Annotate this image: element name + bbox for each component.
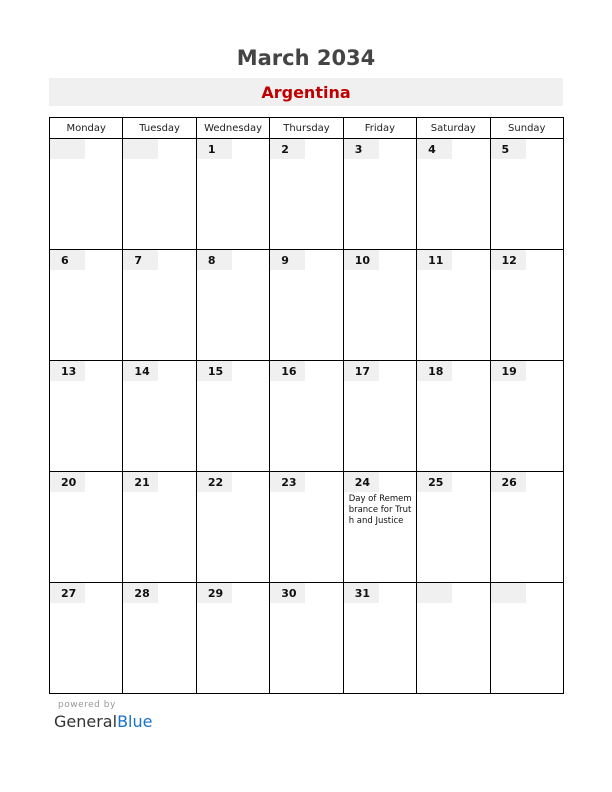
brand-logo[interactable] [54, 712, 152, 731]
day-cell[interactable] [490, 361, 563, 472]
day-cell[interactable] [417, 361, 490, 472]
day-number: 21 [123, 472, 158, 492]
day-number: 1 [197, 139, 232, 159]
day-number: 20 [50, 472, 85, 492]
weekday-tuesday: Tuesday [123, 118, 196, 139]
day-cell[interactable] [123, 583, 196, 694]
day-cell[interactable] [123, 361, 196, 472]
day-cell[interactable] [270, 472, 343, 583]
day-cell[interactable] [490, 472, 563, 583]
day-cell[interactable] [50, 472, 123, 583]
day-cell[interactable] [270, 361, 343, 472]
day-number: 22 [197, 472, 232, 492]
country-name: Argentina [261, 83, 351, 102]
day-cell[interactable] [343, 139, 416, 250]
day-number: 14 [123, 361, 158, 381]
day-cell[interactable] [270, 583, 343, 694]
day-cell[interactable] [343, 250, 416, 361]
week-row [50, 583, 564, 694]
day-number: 23 [270, 472, 305, 492]
day-cell[interactable] [343, 583, 416, 694]
day-cell[interactable] [50, 250, 123, 361]
page-title: March 2034 [236, 46, 376, 70]
country-banner [49, 78, 563, 106]
day-cell[interactable] [123, 472, 196, 583]
brand-blue-text: Blue [117, 712, 153, 731]
day-number: 15 [197, 361, 232, 381]
weekday-wednesday: Wednesday [196, 118, 269, 139]
day-cell[interactable] [50, 583, 123, 694]
week-row [50, 250, 564, 361]
day-number: 17 [344, 361, 379, 381]
day-number: 16 [270, 361, 305, 381]
day-cell[interactable] [270, 250, 343, 361]
day-cell[interactable] [196, 139, 269, 250]
day-number: 18 [417, 361, 452, 381]
day-number: 26 [491, 472, 526, 492]
empty-day-cell [417, 583, 490, 694]
weekday-thursday: Thursday [270, 118, 343, 139]
day-number: 2 [270, 139, 305, 159]
day-number: 9 [270, 250, 305, 270]
powered-by-text: powered by [58, 700, 116, 710]
day-cell[interactable] [196, 361, 269, 472]
weekday-friday: Friday [343, 118, 416, 139]
weekday-header-row [50, 118, 564, 139]
day-cell[interactable] [50, 361, 123, 472]
day-number: 3 [344, 139, 379, 159]
weekday-saturday: Saturday [417, 118, 490, 139]
day-cell[interactable] [196, 583, 269, 694]
day-cell[interactable] [490, 139, 563, 250]
day-cell[interactable] [196, 472, 269, 583]
day-number: 8 [197, 250, 232, 270]
day-number: 29 [197, 583, 232, 603]
day-number: 31 [344, 583, 379, 603]
day-number [417, 583, 452, 603]
day-number: 5 [491, 139, 526, 159]
day-cell[interactable] [123, 250, 196, 361]
day-cell[interactable] [270, 139, 343, 250]
week-row [50, 139, 564, 250]
day-number: 30 [270, 583, 305, 603]
day-cell[interactable] [490, 250, 563, 361]
day-number: 19 [491, 361, 526, 381]
day-number: 12 [491, 250, 526, 270]
day-number: 11 [417, 250, 452, 270]
day-cell[interactable] [417, 250, 490, 361]
day-number: 27 [50, 583, 85, 603]
day-number [491, 583, 526, 603]
day-cell[interactable] [417, 472, 490, 583]
day-number: 10 [344, 250, 379, 270]
day-cell[interactable] [343, 472, 416, 583]
day-number: 28 [123, 583, 158, 603]
week-row [50, 472, 564, 583]
day-cell[interactable] [343, 361, 416, 472]
day-cell[interactable] [196, 250, 269, 361]
holiday-label: Day of Remembrance for Truth and Justice [348, 494, 412, 526]
brand-general-text: General [54, 712, 118, 731]
empty-day-cell [490, 583, 563, 694]
day-number: 6 [50, 250, 85, 270]
empty-day-cell [50, 139, 123, 250]
week-row [50, 361, 564, 472]
empty-day-cell [123, 139, 196, 250]
day-cell[interactable] [417, 139, 490, 250]
weekday-sunday: Sunday [490, 118, 563, 139]
day-number: 24 [344, 472, 379, 492]
day-number: 25 [417, 472, 452, 492]
day-number [50, 139, 85, 159]
day-number: 4 [417, 139, 452, 159]
weekday-monday: Monday [50, 118, 123, 139]
calendar-grid [49, 117, 564, 694]
day-number: 7 [123, 250, 158, 270]
day-number: 13 [50, 361, 85, 381]
day-number [123, 139, 158, 159]
